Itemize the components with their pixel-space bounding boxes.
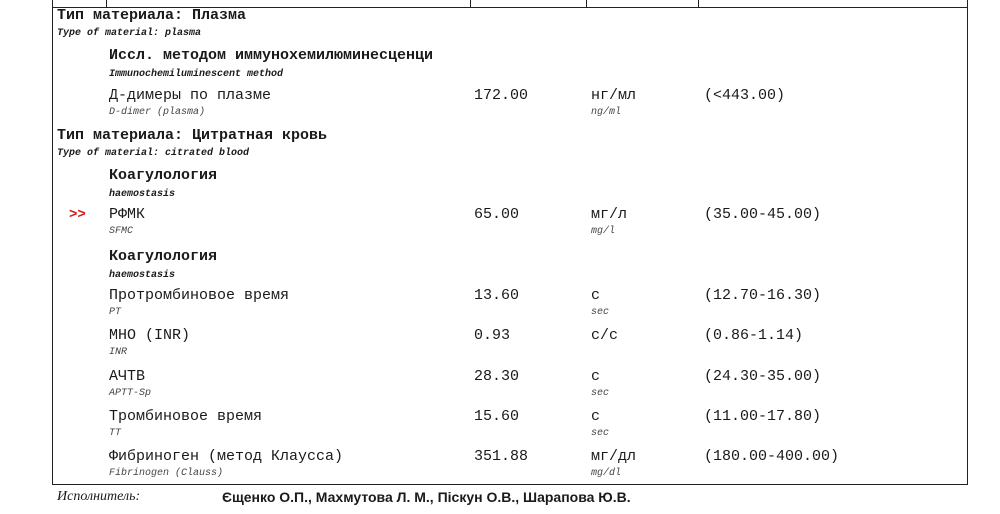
- reference-range: (24.30-35.00): [704, 368, 822, 385]
- material-type-title: Тип материала: Плазма: [57, 7, 247, 24]
- test-name: Д-димеры по плазме: [109, 87, 272, 104]
- test-value: 65.00: [474, 206, 520, 223]
- column-divider: [470, 0, 471, 7]
- test-name: АЧТВ: [109, 368, 146, 385]
- reference-range: (<443.00): [704, 87, 786, 104]
- test-value: 0.93: [474, 327, 511, 344]
- test-unit: мг/л: [591, 206, 628, 223]
- column-divider: [106, 0, 107, 7]
- test-name-en: Fibrinogen (Clauss): [109, 468, 224, 479]
- test-value: 351.88: [474, 448, 529, 465]
- reference-range: (11.00-17.80): [704, 408, 822, 425]
- test-unit-en: mg/l: [591, 226, 616, 237]
- test-unit-en: sec: [591, 388, 610, 399]
- test-unit-en: ng/ml: [591, 107, 622, 118]
- method-title: Иссл. методом иммунохемилюминесценци: [109, 47, 434, 64]
- reference-range: (0.86-1.14): [704, 327, 804, 344]
- test-name: Тромбиновое время: [109, 408, 263, 425]
- test-name-en: APTT-Sp: [109, 388, 152, 399]
- test-unit: нг/мл: [591, 87, 637, 104]
- test-name: Протромбиновое время: [109, 287, 290, 304]
- material-type-title: Тип материала: Цитратная кровь: [57, 127, 328, 144]
- material-type-subtitle: Type of material: plasma: [57, 28, 202, 39]
- test-name-en: SFMC: [109, 226, 134, 237]
- test-unit: с/с: [591, 327, 619, 344]
- test-value: 15.60: [474, 408, 520, 425]
- method-subtitle: Immunochemiluminescent method: [109, 69, 284, 80]
- test-unit: мг/дл: [591, 448, 637, 465]
- test-value: 13.60: [474, 287, 520, 304]
- method-title: Коагулология: [109, 167, 218, 184]
- reference-range: (180.00-400.00): [704, 448, 840, 465]
- performer-names: Єщенко О.П., Махмутова Л. М., Піскун О.В., Шарапова Ю.В.: [222, 489, 631, 505]
- test-unit-en: mg/dl: [591, 468, 622, 479]
- test-value: 28.30: [474, 368, 520, 385]
- column-divider: [698, 0, 699, 7]
- method-title: Коагулология: [109, 248, 218, 265]
- test-unit: с: [591, 408, 601, 425]
- test-name-en: D-dimer (plasma): [109, 107, 206, 118]
- test-unit: с: [591, 287, 601, 304]
- test-value: 172.00: [474, 87, 529, 104]
- material-type-subtitle: Type of material: citrated blood: [57, 148, 250, 159]
- method-subtitle: haemostasis: [109, 270, 176, 281]
- column-divider: [586, 0, 587, 7]
- reference-range: (12.70-16.30): [704, 287, 822, 304]
- test-name-en: PT: [109, 307, 122, 318]
- abnormal-flag: >>: [69, 207, 86, 223]
- test-unit-en: sec: [591, 428, 610, 439]
- reference-range: (35.00-45.00): [704, 206, 822, 223]
- test-name: МНО (INR): [109, 327, 191, 344]
- performer-label: Исполнитель:: [57, 489, 141, 504]
- test-name-en: INR: [109, 347, 128, 358]
- test-name-en: TT: [109, 428, 122, 439]
- test-unit-en: sec: [591, 307, 610, 318]
- test-name: РФМК: [109, 206, 146, 223]
- test-unit: с: [591, 368, 601, 385]
- method-subtitle: haemostasis: [109, 189, 176, 200]
- test-name: Фибриноген (метод Клаусса): [109, 448, 344, 465]
